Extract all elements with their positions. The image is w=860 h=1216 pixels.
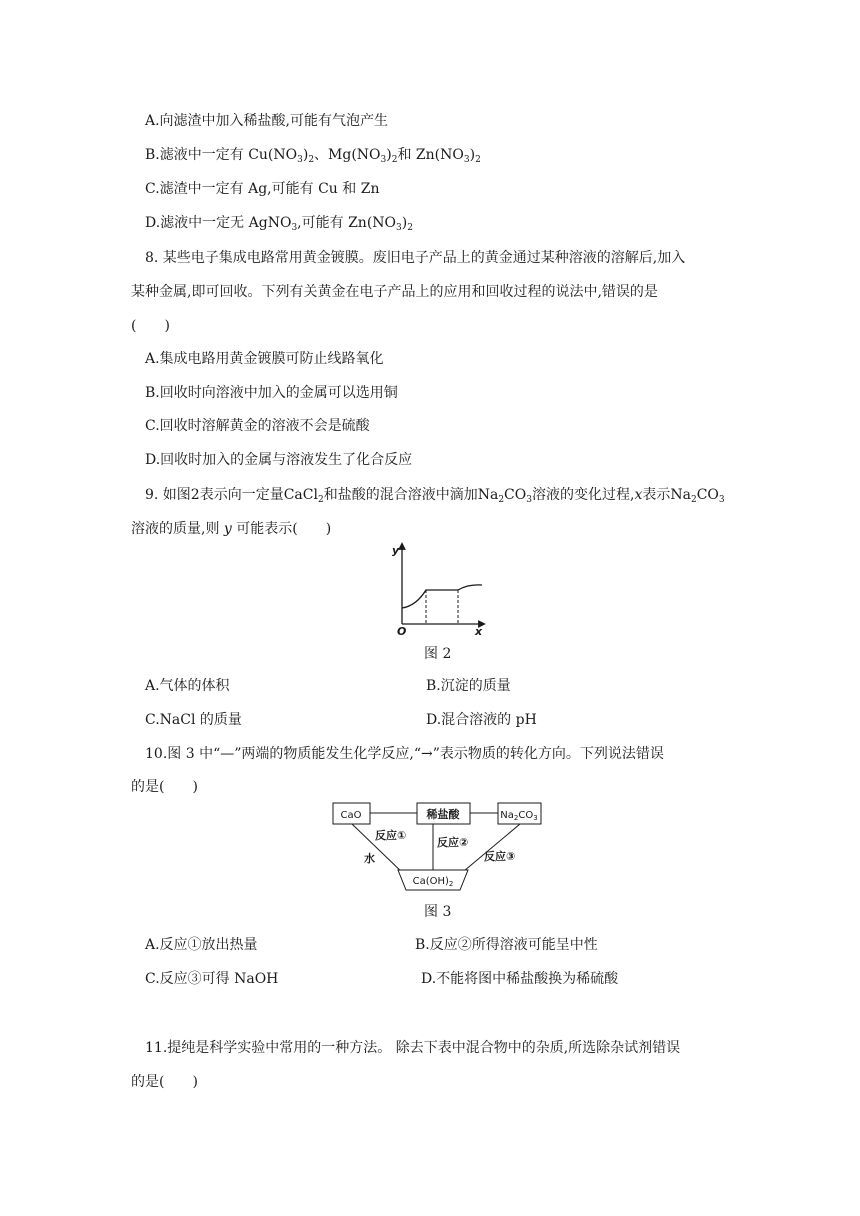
graph-curve <box>402 585 482 608</box>
q10-option-d: D.不能将图中稀盐酸换为稀硫酸 <box>421 971 619 987</box>
label-na2co3: $Na_2CO_3$ <box>500 810 538 822</box>
label-water: 水 <box>364 852 375 865</box>
q9-option-a: A.气体的体积 <box>145 678 230 694</box>
graph-origin-label: O <box>397 625 407 638</box>
q10-option-b: B.反应②所得溶液可能呈中性 <box>415 937 598 953</box>
q9-option-d: D.混合溶液的 pH <box>426 712 537 728</box>
label-reaction-3: 反应③ <box>484 850 516 863</box>
q7-option-a: A.向滤渣中加入稀盐酸,可能有气泡产生 <box>145 113 389 129</box>
label-reaction-2: 反应② <box>437 836 469 849</box>
q8-stem-line2: 某种金属,即可回收。下列有关黄金在电子产品上的应用和回收过程的说法中,错误的是 <box>131 284 658 300</box>
q10-stem-line2: 的是( ) <box>131 779 198 795</box>
q9-stem-line2: 溶液的质量,则 y 可能表示( ) <box>131 521 332 537</box>
q9-option-b: B.沉淀的质量 <box>426 678 511 694</box>
q11-stem-line1: 11.提纯是科学实验中常用的一种方法。 除去下表中混合物中的杂质,所选除杂试剂错误 <box>145 1040 681 1056</box>
label-reaction-1: 反应① <box>375 829 407 842</box>
q10-option-c: C.反应③可得 NaOH <box>145 971 279 987</box>
figure-3-diagram <box>330 800 544 898</box>
figure-2-caption: 图 2 <box>424 646 452 662</box>
q9-option-c: C.NaCl 的质量 <box>145 712 242 728</box>
q8-option-d: D.回收时加入的金属与溶液发生了化合反应 <box>145 452 413 468</box>
q7-option-d: D.滤液中一定无 AgNO$_3$,可能有 $Zn(NO_3)_2$ <box>145 215 413 233</box>
graph-x-label: x <box>475 625 483 638</box>
q7-option-b: B.滤液中一定有 $Cu(NO_3)_2$、$Mg(NO_3)_2$和 $Zn(NO_3)_2$ <box>145 147 481 165</box>
graph-y-label: y <box>392 544 400 557</box>
q7-option-c: C.滤渣中一定有 Ag,可能有 Cu 和 Zn <box>145 181 380 197</box>
q8-option-b: B.回收时向溶液中加入的金属可以选用铜 <box>145 385 398 401</box>
q9-stem-line1: 9. 如图2表示向一定量CaCl$_2$和盐酸的混合溶液中滴加$Na_2CO_3$溶液的变化过程,x表示$Na_2CO_3$ <box>145 487 725 505</box>
q8-option-c: C.回收时溶解黄金的溶液不会是硫酸 <box>145 418 370 434</box>
q8-stem-line3: ( ) <box>131 318 170 334</box>
label-hcl: 稀盐酸 <box>426 808 460 821</box>
figure-3-caption: 图 3 <box>424 904 452 920</box>
label-cao: CaO <box>340 810 362 821</box>
q8-option-a: A.集成电路用黄金镀膜可防止线路氧化 <box>145 351 384 367</box>
label-caoh2: $Ca(OH)_2$ <box>412 876 454 888</box>
q10-option-a: A.反应①放出热量 <box>145 937 258 953</box>
q10-stem-line1: 10.图 3 中“—”两端的物质能发生化学反应,“→”表示物质的转化方向。下列说法错误 <box>145 746 664 762</box>
q8-stem-line1: 8. 某些电子集成电路常用黄金镀膜。废旧电子产品上的黄金通过某种溶液的溶解后,加入 <box>145 250 686 266</box>
figure-2-graph <box>388 538 488 638</box>
q11-stem-line2: 的是( ) <box>131 1074 198 1090</box>
